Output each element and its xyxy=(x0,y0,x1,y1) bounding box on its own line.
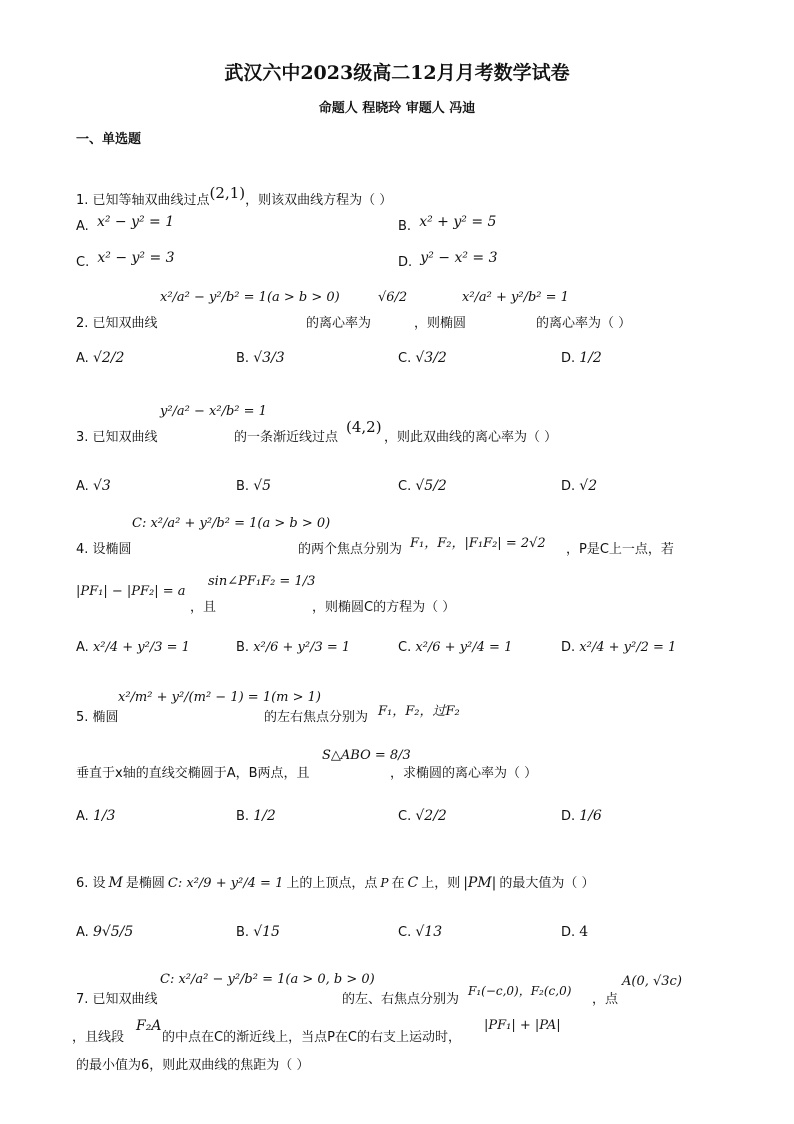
option-c: C. √3/2 xyxy=(398,350,447,366)
point-expr: A(0, √3c) xyxy=(622,974,682,989)
eccentricity-value: √6/2 xyxy=(378,290,408,305)
option-d: D. 1/2 xyxy=(561,350,602,366)
question-stem-text: ，求椭圆的离心率为（ ） xyxy=(390,766,538,781)
hyperbola-equation: C: x²/a² − y²/b² = 1(a > 0, b > 0) xyxy=(160,972,375,987)
question-stem-text: 的一条渐近线过点 xyxy=(234,430,339,445)
option-a: A. √3 xyxy=(76,478,111,494)
question-stem-prefix: 3. 已知双曲线 xyxy=(76,430,158,445)
option-a: A. √2/2 xyxy=(76,350,125,366)
option-d: D. x²/4 + y²/2 = 1 xyxy=(561,640,677,655)
option-d: D. √2 xyxy=(561,478,598,494)
question-stem-prefix: 4. 设椭圆 xyxy=(76,542,132,557)
option-b: B. √15 xyxy=(236,924,280,940)
question-stem-text: 的左、右焦点分别为 xyxy=(342,992,460,1007)
question-stem-text: ，点 xyxy=(592,992,619,1007)
area-expr: S△ABO = 8/3 xyxy=(322,748,411,763)
question-stem-text: ，且线段 xyxy=(72,1030,125,1045)
hyperbola-equation: x²/a² − y²/b² = 1(a > b > 0) xyxy=(160,290,340,305)
option-c: C. x²/6 + y²/4 = 1 xyxy=(398,640,513,655)
sine-expr: sin∠PF₁F₂ = 1/3 xyxy=(208,574,316,589)
ellipse-equation: C: x²/9 + y²/4 = 1 xyxy=(167,876,284,891)
segment-expr: F₂A xyxy=(136,1018,162,1034)
option-a: A. x²/4 + y²/3 = 1 xyxy=(76,640,190,655)
page-title: 武汉六中2023级高二12月月考数学试卷 xyxy=(224,62,570,84)
question-stem-text: 的中点在C的渐近线上，当点P在C的右支上运动时， xyxy=(162,1030,461,1045)
option-d: D. y² − x² = 3 xyxy=(398,250,498,270)
option-a: A. x² − y² = 1 xyxy=(76,214,175,234)
question-stem-text: ，且 xyxy=(190,600,217,615)
question-stem-text: 垂直于x轴的直线交椭圆于A，B两点，且 xyxy=(76,766,310,781)
author-line: 命题人 程晓玲 审题人 冯迪 xyxy=(318,101,476,116)
option-b: B. 1/2 xyxy=(236,808,276,824)
option-b: B. x² + y² = 5 xyxy=(398,214,497,234)
question-stem-prefix: 2. 已知双曲线 xyxy=(76,316,158,331)
hyperbola-equation: y²/a² − x²/b² = 1 xyxy=(160,404,267,419)
question-stem-text: 的离心率为（ ） xyxy=(536,316,632,331)
distance-sum-expr: |PF₁| + |PA| xyxy=(484,1018,561,1033)
option-b: B. √3/3 xyxy=(236,350,285,366)
question-stem-text: ，则此双曲线的离心率为（ ） xyxy=(384,430,558,445)
option-b: B. x²/6 + y²/3 = 1 xyxy=(236,640,351,655)
option-c: C. x² − y² = 3 xyxy=(76,250,175,270)
focal-difference-expr: |PF₁| − |PF₂| = a xyxy=(76,584,186,599)
option-c: C. √2/2 xyxy=(398,808,447,824)
option-d: D. 4 xyxy=(561,924,589,940)
question-stem-text: 的左右焦点分别为 xyxy=(264,710,369,725)
foci-expr: F₁，F₂，过F₂ xyxy=(378,704,460,719)
option-c: C. √13 xyxy=(398,924,443,940)
section-heading: 一、单选题 xyxy=(76,132,142,147)
option-d: D. 1/6 xyxy=(561,808,602,824)
question-stem: 6. 设 M 是椭圆 C: x²/9 + y²/4 = 1 上的上顶点，点 P 在 C 上，则 |PM| 的最大值为（ ） xyxy=(76,875,595,891)
question-stem-text: 的最小值为6，则此双曲线的焦距为（ ） xyxy=(76,1058,310,1073)
option-b: B. √5 xyxy=(236,478,272,494)
question-stem-prefix: 5. 椭圆 xyxy=(76,710,119,725)
foci-expr: F₁，F₂，|F₁F₂| = 2√2 xyxy=(410,536,546,551)
question-stem-text: 的两个焦点分别为 xyxy=(298,542,403,557)
question-stem-text: 的离心率为 xyxy=(306,316,372,331)
question-stem-prefix: 7. 已知双曲线 xyxy=(76,992,158,1007)
ellipse-equation: C: x²/a² + y²/b² = 1(a > b > 0) xyxy=(132,516,331,531)
question-stem-text: ，P是C上一点，若 xyxy=(566,542,674,557)
option-c: C. √5/2 xyxy=(398,478,447,494)
question-stem-text: ，则椭圆C的方程为（ ） xyxy=(312,600,456,615)
option-a: A. 9√5/5 xyxy=(76,924,134,940)
question-stem: 1. 已知等轴双曲线过点(2,1)，则该双曲线方程为（ ） xyxy=(76,184,393,208)
point-expr: (2,1) xyxy=(209,184,246,202)
ellipse-equation: x²/a² + y²/b² = 1 xyxy=(462,290,569,305)
option-a: A. 1/3 xyxy=(76,808,116,824)
point-expr: (4,2) xyxy=(346,418,382,436)
question-stem-text: ，则椭圆 xyxy=(414,316,467,331)
ellipse-equation: x²/m² + y²/(m² − 1) = 1(m > 1) xyxy=(118,690,321,705)
foci-expr: F₁(−c,0)，F₂(c,0) xyxy=(468,984,572,998)
